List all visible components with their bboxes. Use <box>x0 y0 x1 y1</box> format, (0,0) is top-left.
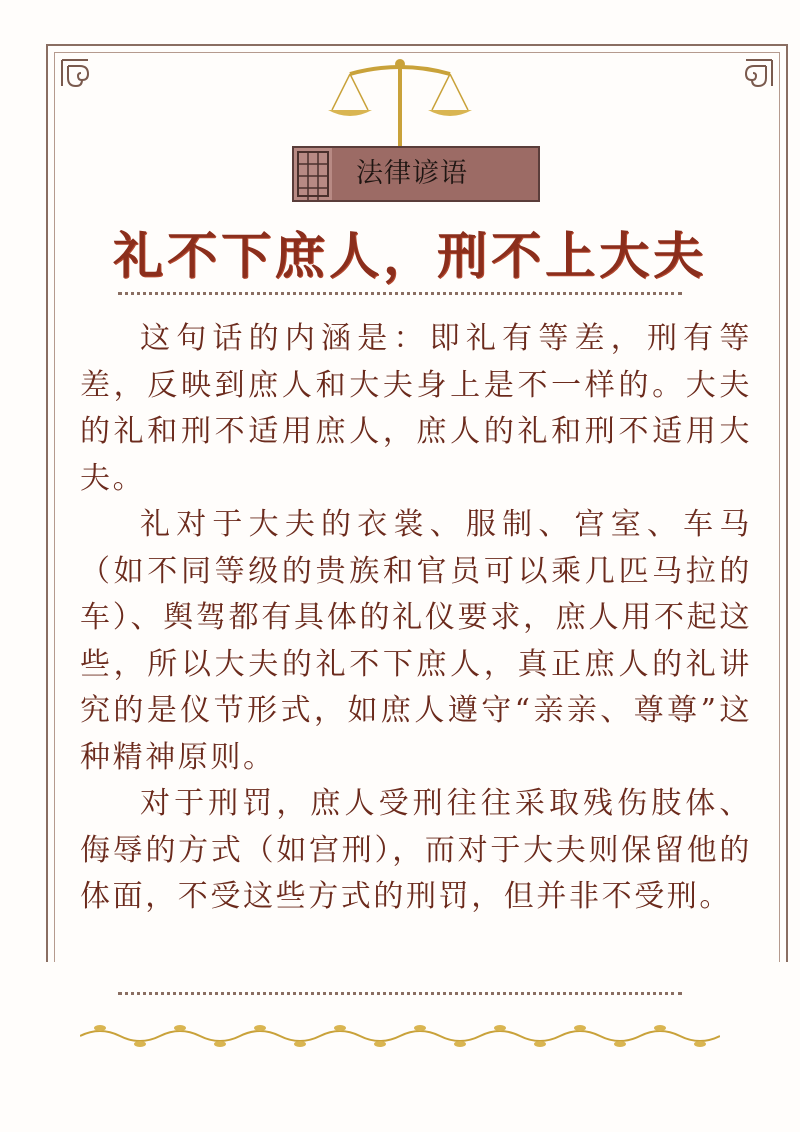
dotted-divider <box>118 292 682 295</box>
corner-ornament-icon <box>58 56 102 100</box>
dotted-divider <box>118 992 682 995</box>
tag-label: 法律谚语 <box>356 158 468 189</box>
body-text <box>80 316 752 921</box>
paragraph: 这句话的内涵是：即礼有等差，刑有等差，反映到庶人和大夫身上是不一样的。大夫的礼和刑不适用庶人，庶人的礼和刑不适用大夫。 <box>80 321 752 496</box>
scales-of-justice-icon <box>322 56 478 148</box>
paragraph: 礼对于大夫的衣裳、服制、宫室、车马（如不同等级的贵族和官员可以乘几匹马拉的车）、舆驾都有具体的礼仪要求，庶人用不起这些，所以大夫的礼不下庶人，真正庶人的礼讲究的是仪节形式，如庶人遵守“亲亲、尊尊”这种精神原则。 <box>80 507 752 775</box>
headline: 礼不下庶人，刑不上大夫 <box>113 226 707 285</box>
paragraph: 对于刑罚，庶人受刑往往采取残伤肢体、侮辱的方式（如宫刑），而对于大夫则保留他的体面，不受这些方式的刑罚，但并非不受刑。 <box>80 786 752 914</box>
vine-border-icon <box>80 1014 720 1054</box>
corner-ornament-icon <box>732 56 776 100</box>
lattice-ornament-icon <box>294 148 332 200</box>
title-tag <box>292 146 540 202</box>
